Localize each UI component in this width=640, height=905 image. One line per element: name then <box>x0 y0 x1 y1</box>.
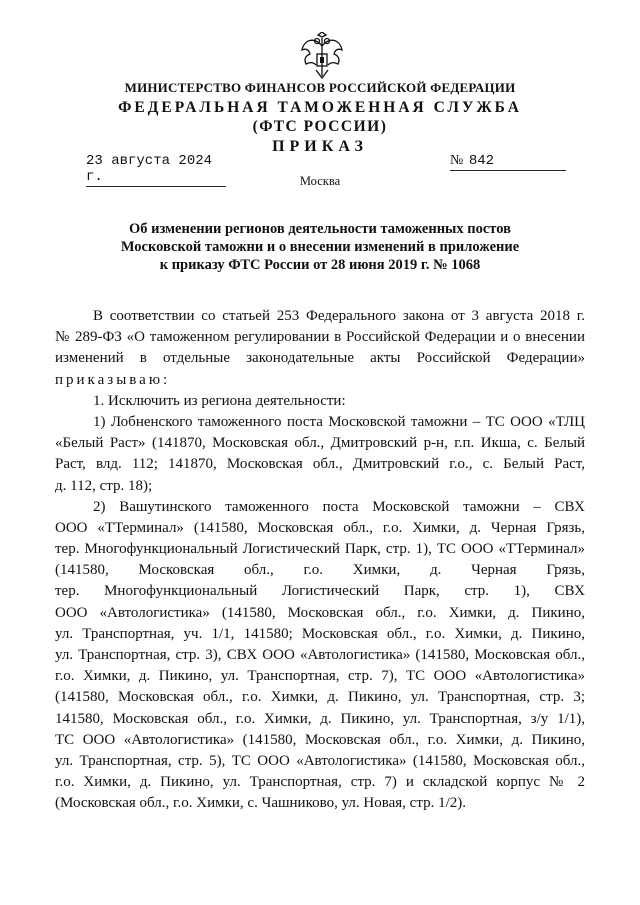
title-line: Об изменении регионов деятельности таможенных постов <box>129 221 511 237</box>
ministry-name: МИНИСТЕРСТВО ФИНАНСОВ РОССИЙСКОЙ ФЕДЕРАЦИИ <box>124 80 516 95</box>
document-type: ПРИКАЗ <box>272 138 368 155</box>
body-line: ООО «Автологистика» (141580, Московская обл., г.о. Химки, д. Пикино, <box>55 604 585 621</box>
body-line: тер. Многофункциональный Логистический Парк, стр. 1), СВХ <box>55 583 585 600</box>
body-line: приказываю: <box>55 371 171 388</box>
body-line: (141580, Московская обл., г.о. Химки, д. Черная Грязь, <box>55 562 585 579</box>
body-line: (Московская обл., г.о. Химки, с. Чашниково, ул. Новая, стр. 1/2). <box>55 795 466 812</box>
body-line: тер. Многофункциональный Логистический Парк, стр. 1), ТС ООО «ТТерминал» <box>55 541 585 558</box>
body-line: 141580, Московская обл., г.о. Химки, д. Пикино, ул. Транспортная, з/у 1/1), <box>55 710 585 727</box>
title-line: к приказу ФТС России от 28 июня 2019 г. № 1068 <box>159 257 481 273</box>
document-title <box>60 220 580 274</box>
body-line: 1) Лобненского таможенного поста Московской таможни – ТС ООО «ТЛЦ <box>93 413 585 430</box>
service-short-name: (ФТС РОССИИ) <box>252 118 388 135</box>
document-date: 23 августа 2024 г. <box>86 153 226 187</box>
body-line: г.о. Химки, д. Пикино, ул. Транспортная, стр. 7), ТС ООО «Автологистика» <box>55 668 585 685</box>
city: Москва <box>299 174 341 188</box>
body-line: 2) Вашутинского таможенного поста Московской таможни – СВХ <box>93 498 585 515</box>
document-body <box>55 306 585 815</box>
body-line: Раст, влд. 112; 141870, Московская обл., Дмитровский г.о., с. Белый Раст, <box>55 456 585 473</box>
body-line: «Белый Раст» (141870, Московская обл., Дмитровский р-н, г.п. Икша, с. Белый <box>55 435 585 452</box>
coat-of-arms-emblem <box>300 32 344 82</box>
body-line: изменений в отдельные законодательные акты Российской Федерации» <box>55 350 585 367</box>
body-line: ул. Транспортная, стр. 3), СВХ ООО «Автологистика» (141580, Московская обл., <box>55 647 585 663</box>
document-number-field <box>450 153 566 171</box>
body-line: В соответствии со статьей 253 Федерального закона от 3 августа 2018 г. <box>93 308 585 324</box>
body-line: ул. Транспортная, уч. 1/1, 141580; Московская обл., г.о. Химки, д. Пикино, <box>55 625 585 642</box>
number-label: № <box>450 153 464 168</box>
body-line: ООО «ТТерминал» (141580, Московская обл., г.о. Химки, д. Черная Грязь, <box>55 519 585 536</box>
body-line: (141580, Московская обл., г.о. Химки, д. Пикино, ул. Транспортная, стр. 3; <box>55 689 585 706</box>
body-line: д. 112, стр. 18); <box>55 477 153 494</box>
body-line: г.о. Химки, д. Пикино, ул. Транспортная, стр. 7) и складской корпус № 2 <box>55 774 585 791</box>
body-line: ТС ООО «Автологистика» (141580, Московская обл., г.о. Химки, д. Пикино, <box>55 731 585 748</box>
body-line: № 289-ФЗ «О таможенном регулировании в Российской Федерации и о внесении <box>55 329 585 346</box>
body-line: 1. Исключить из региона деятельности: <box>93 392 346 409</box>
body-line: ул. Транспортная, стр. 5), ТС ООО «Автологистика» (141580, Московская обл., <box>55 752 585 769</box>
service-name: ФЕДЕРАЛЬНАЯ ТАМОЖЕННАЯ СЛУЖБА <box>118 99 522 116</box>
title-line: Московской таможни и о внесении изменений в приложение <box>120 239 520 255</box>
document-number: 842 <box>468 153 495 169</box>
